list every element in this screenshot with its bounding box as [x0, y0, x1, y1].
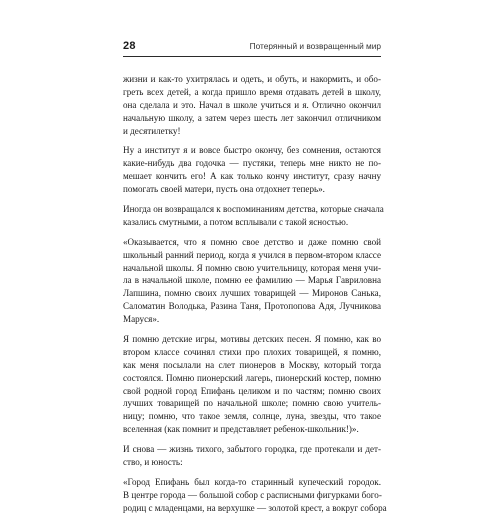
paragraph [123, 443, 381, 469]
paragraph [123, 203, 384, 229]
text-line: ницу; помню, что такое земля, солнце, луна, звезды, что такое [123, 411, 381, 422]
text-line: она сделала и это. Начал в школе учиться и я. Отлично окончил [123, 99, 381, 110]
text-line: лучших товарищей по начальной школе; помню свою учитель- [123, 398, 381, 409]
body-text [123, 73, 387, 522]
text-line: Саломатин Володька, Разина Таня, Протопопова Адя, Лучникова [123, 301, 381, 312]
header-rule [123, 56, 381, 57]
page-header [123, 39, 381, 53]
text-line: Лапшина, помню своих лучших товарищей — Миронов Санька, [123, 288, 381, 299]
text-line: Ну а институт я и вовсе быстро окончу, без сомнения, остаются [123, 145, 381, 156]
paragraph [123, 144, 381, 196]
text-line: свой родной город Епифань целиком и по частям; помню своих [123, 385, 381, 396]
text-line: состоялся. Помню пионерский лагерь, пионерский костер, помню [123, 372, 381, 383]
text-line: вселенная (как помнит и представляет ребенок-школьник!)». [123, 424, 359, 435]
text-line: родиц с младенцами, на верхушке — золотой крест, а вокруг собора [123, 502, 387, 513]
paragraph [123, 333, 381, 436]
page-number: 28 [123, 40, 136, 52]
text-line: Маруся». [123, 314, 160, 325]
paragraph [123, 236, 381, 326]
text-line: начальную школу, а затем через шесть лет закончил отличником [123, 112, 381, 123]
text-line: казались смутными, а потом всплывали с такой ясностью. [123, 216, 349, 227]
text-line: как меня посылали на слет пионеров в Москву, который тогда [123, 359, 381, 370]
text-line: начальной школы. Я помню свою учительницу, которая меня учи- [123, 262, 381, 273]
text-line: В центре города — большой собор с расписными фигурками бого- [123, 489, 382, 500]
text-line: Иногда он возвращался к воспоминаниям детства, которые сначала [123, 204, 384, 215]
text-line: ство, и юность: [123, 457, 183, 468]
text-line: и десятилетку! [123, 125, 181, 136]
text-line: Я помню детские игры, мотивы детских песен. Я помню, как во [123, 334, 381, 345]
text-line: помогать своей матери, пусть она отдохнет теперь». [123, 184, 325, 195]
text-line: какие-нибудь два годочка — пустяки, теперь мне никто не по- [123, 158, 381, 169]
running-title: Потерянный и возвращенный мир [249, 41, 381, 51]
paragraph [123, 73, 381, 137]
text-line: И снова — жизнь тихого, забытого городка, где протекали и дет- [123, 444, 381, 455]
text-line: греть всех детей, а когда пришло время отдавать детей в школу, [123, 86, 381, 97]
text-line: школьный ранний период, когда я учился в первом-втором классе [123, 249, 381, 260]
paragraph [123, 476, 387, 515]
text-line: втором классе сочинял стихи про плохих товарищей, я помню, [123, 346, 381, 357]
text-line: ла в начальной школе, помню ее фамилию — Марья Гавриловна [123, 275, 381, 286]
text-line: «Город Епифань был когда-то старинный купеческий городок. [123, 476, 381, 487]
text-line: «Оказывается, что я помню свое детство и даже помню свой [123, 236, 381, 247]
text-line: мешает кончить его! А как только кончу институт, сразу начну [123, 171, 381, 182]
text-line: жизни и как-то ухитрялась и одеть, и обуть, и накормить, и обо- [123, 74, 381, 84]
